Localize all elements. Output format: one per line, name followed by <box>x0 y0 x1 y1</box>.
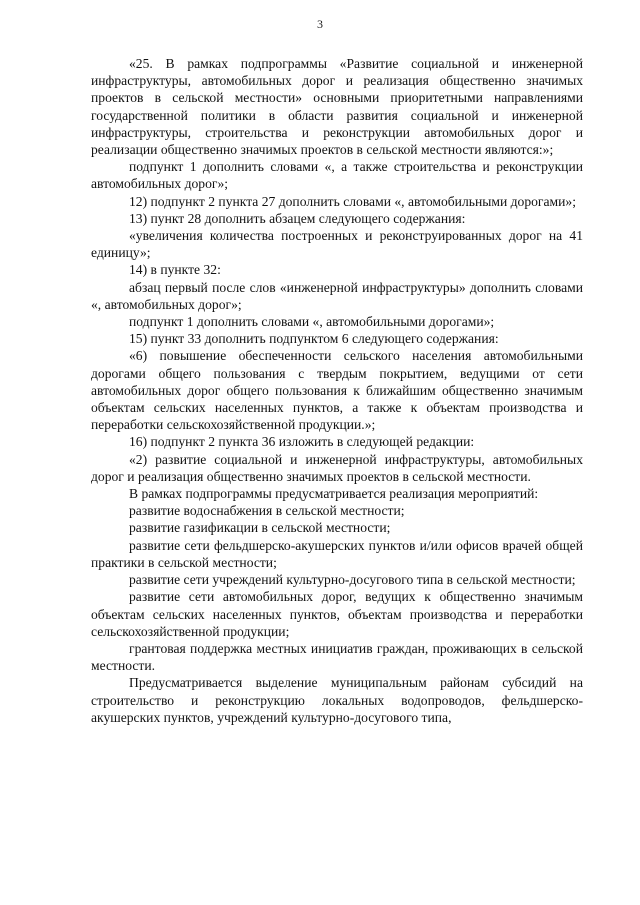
paragraph-item-25: «25. В рамках подпрограммы «Развитие социальной и инженерной инфраструктуры, автомобильных дорог и реализация общественно значимых проектов в сельской местности» основными приоритетными направлениями государственной политики в области развития социальной и инженерной инфраструктуры, строительства и реконструкции автомобильных дорог и реализации общественно значимых проектов в сельской местности являются:»; <box>91 56 583 158</box>
paragraph-14-subpoint: подпункт 1 дополнить словами «, автомобильными дорогами»; <box>129 314 495 330</box>
paragraph-measure-roads: развитие сети автомобильных дорог, ведущих к общественно значимым объектам сельских населенных пунктов, объектам производства и переработки сельскохозяйственной продукции; <box>91 589 583 639</box>
paragraph-12: 12) подпункт 2 пункта 27 дополнить словами «, автомобильными дорогами»; <box>129 193 576 209</box>
paragraph-13: 13) пункт 28 дополнить абзацем следующего содержания: <box>129 210 466 226</box>
paragraph-16-quote: «2) развитие социальной и инженерной инфраструктуры, автомобильных дорог и реализация общественно значимых проектов в сельской местности. <box>91 451 583 484</box>
paragraph-measure-culture: развитие сети учреждений культурно-досугового типа в сельской местности; <box>129 572 576 588</box>
paragraph-measures-intro: В рамках подпрограммы предусматривается реализация мероприятий: <box>129 486 539 502</box>
document-body <box>91 55 583 726</box>
paragraph-measure-medical: развитие сети фельдшерско-акушерских пунктов и/или офисов врачей общей практики в сельской местности; <box>91 537 583 570</box>
page-number: 3 <box>317 17 323 31</box>
paragraph-measure-grants: грантовая поддержка местных инициатив граждан, проживающих в сельской местности. <box>91 640 583 674</box>
paragraph-subpoint-1: подпункт 1 дополнить словами «, а также строительства и реконструкции автомобильных дорог»; <box>91 159 583 192</box>
paragraph-15: 15) пункт 33 дополнить подпунктом 6 следующего содержания: <box>129 331 499 347</box>
paragraph-15-quote: «6) повышение обеспеченности сельского населения автомобильными дорогами общего пользования с твердым покрытием, ведущими от сети автомобильных дорог общего пользования к ближайшим общественно значимым объектам сельских населенных пунктов, а также к объектам производства и переработки сельскохозяйственной продукции.»; <box>91 348 583 433</box>
paragraph-14: 14) в пункте 32: <box>129 262 221 278</box>
paragraph-14-first: абзац первый после слов «инженерной инфраструктуры» дополнить словами «, автомобильных дорог»; <box>91 279 583 312</box>
paragraph-measure-gas: развитие газификации в сельской местности; <box>129 520 391 536</box>
paragraph-measure-water: развитие водоснабжения в сельской местности; <box>129 503 405 519</box>
paragraph-subsidies: Предусматривается выделение муниципальным районам субсидий на строительство и реконструкцию локальных водопроводов, фельдшерско-акушерских пунктов, учреждений культурно-досугового типа, <box>91 675 583 725</box>
paragraph-16: 16) подпункт 2 пункта 36 изложить в следующей редакции: <box>129 434 475 450</box>
paragraph-13-quote: «увеличения количества построенных и реконструированных дорог на 41 единицу»; <box>91 228 583 261</box>
